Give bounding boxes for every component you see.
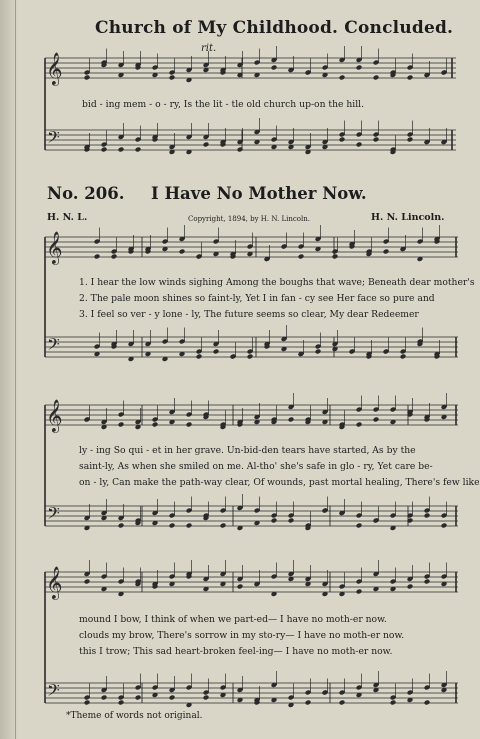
- system2-bass-note: [356, 523, 363, 529]
- system2-bass-note: [424, 513, 431, 519]
- system3-verse3: this I trow; This sad heart-broken feel-ing— I have no moth-er now.: [79, 646, 393, 657]
- section1-bass-note: [339, 137, 346, 143]
- system2-bass-note: [271, 518, 278, 524]
- system3-treble-note: [84, 579, 91, 585]
- system3-treble-note: [424, 579, 431, 585]
- section1-treble-note: [373, 75, 380, 81]
- system3-bass-note: [203, 695, 210, 701]
- system3-bass-note: [305, 700, 312, 706]
- system1-treble-note: [332, 254, 339, 260]
- system1-bass-note: [196, 354, 203, 360]
- system2-treble-note: [152, 422, 159, 428]
- system2-treble-note: [118, 422, 125, 428]
- system2-treble-clef: 𝄞: [46, 399, 63, 432]
- system2-bass-clef: 𝄢: [47, 503, 60, 527]
- system2-bass-note: [118, 523, 125, 529]
- system1-verse1: 1. I hear the low winds sighing Among the boughs that wave; Beneath dear mother's: [79, 277, 475, 288]
- system2-verse1: ly - ing So qui - et in her grave. Un-bid-den tears have started, As by the: [79, 445, 416, 456]
- system3-bass-clef: 𝄢: [47, 680, 60, 704]
- section1-bass-note: [356, 142, 363, 148]
- hymn-title: I Have No Mother Now.: [151, 184, 367, 203]
- section1-bass-note: [407, 137, 414, 143]
- section1-bass-clef: 𝄢: [47, 127, 60, 151]
- system1-treble-clef: 𝄞: [46, 231, 63, 264]
- system1-verse3: 3. I feel so ver - y lone - ly, The future seems so clear, My dear Redeemer: [79, 309, 419, 320]
- system3-bass-note: [118, 700, 125, 706]
- section1-bass-note: [118, 147, 125, 153]
- system1-treble-note: [383, 249, 390, 255]
- ritardando-mark: rit.: [201, 43, 217, 54]
- system1-bass-note: [400, 354, 407, 360]
- system3-bass-note: [101, 695, 108, 701]
- section1-treble-note: [339, 75, 346, 81]
- section1-treble-note: [84, 75, 91, 81]
- system3-verse1: mound I bow, I think of when we part-ed— I have no moth-er now.: [79, 614, 387, 625]
- hymn-number: No. 206.: [47, 184, 125, 203]
- section1-treble-note: [407, 75, 414, 81]
- system2-treble-note: [373, 417, 380, 423]
- composer-name: H. N. Lincoln.: [371, 212, 445, 223]
- system3-treble-note: [407, 584, 414, 590]
- system2-treble-note: [186, 422, 193, 428]
- system2-treble-note: [356, 422, 363, 428]
- system3-treble-clef: 𝄞: [46, 566, 63, 599]
- continued-hymn-title: Church of My Childhood. Concluded.: [95, 18, 454, 38]
- system2-bass-note: [288, 518, 295, 524]
- system3-treble-note: [237, 584, 244, 590]
- system1-bass-note: [213, 349, 220, 355]
- footnote: *Theme of words not original.: [66, 711, 203, 721]
- author-initials: H. N. L.: [47, 212, 88, 223]
- section1-bass-note: [203, 142, 210, 148]
- system3-treble-note: [356, 589, 363, 595]
- system3-bass-note: [424, 700, 431, 706]
- system3-verse2: clouds my brow, There's sorrow in my sto-ry— I have no moth-er now.: [79, 630, 405, 641]
- system1-treble-note: [94, 254, 101, 260]
- system2-bass-note: [169, 523, 176, 529]
- system2-verse3: on - ly, Can make the path-way clear, Of wounds, past mortal healing, There's few like: [79, 477, 480, 488]
- section1-bass-note: [101, 147, 108, 153]
- section1-bass-note: [135, 147, 142, 153]
- system2-bass-note: [186, 523, 193, 529]
- system1-treble-note: [298, 254, 305, 260]
- section1-treble-note: [169, 75, 176, 81]
- system2-bass-note: [441, 523, 448, 529]
- section1-treble-clef: 𝄞: [46, 52, 63, 85]
- section1-bass-note: [373, 137, 380, 143]
- system2-treble-note: [288, 417, 295, 423]
- system1-bass-note: [247, 354, 254, 360]
- system3-bass-note: [135, 695, 142, 701]
- system1-verse2: 2. The pale moon shines so faint-ly, Yet I in fan - cy see Her face so pure and: [79, 293, 435, 304]
- section1-treble-note: [356, 65, 363, 71]
- system1-bass-note: [315, 349, 322, 355]
- section1-treble-note: [271, 65, 278, 71]
- lyric-section1: bid - ing mem - o - ry, Is the lit - tle old church up-on the hill.: [82, 99, 365, 110]
- copyright-line: Copyright, 1894, by H. N. Lincoln.: [188, 215, 310, 223]
- system1-treble-note: [179, 249, 186, 255]
- system2-verse2: saint-ly, As when she smiled on me. Al-tho' she's safe in glo - ry, Yet care be-: [79, 461, 433, 472]
- system1-bass-clef: 𝄢: [47, 334, 60, 358]
- system3-bass-note: [390, 700, 397, 706]
- system1-treble-note: [111, 254, 118, 260]
- system3-bass-note: [339, 700, 346, 706]
- system2-bass-note: [220, 523, 227, 529]
- system3-bass-note: [169, 695, 176, 701]
- system3-bass-note: [84, 700, 91, 706]
